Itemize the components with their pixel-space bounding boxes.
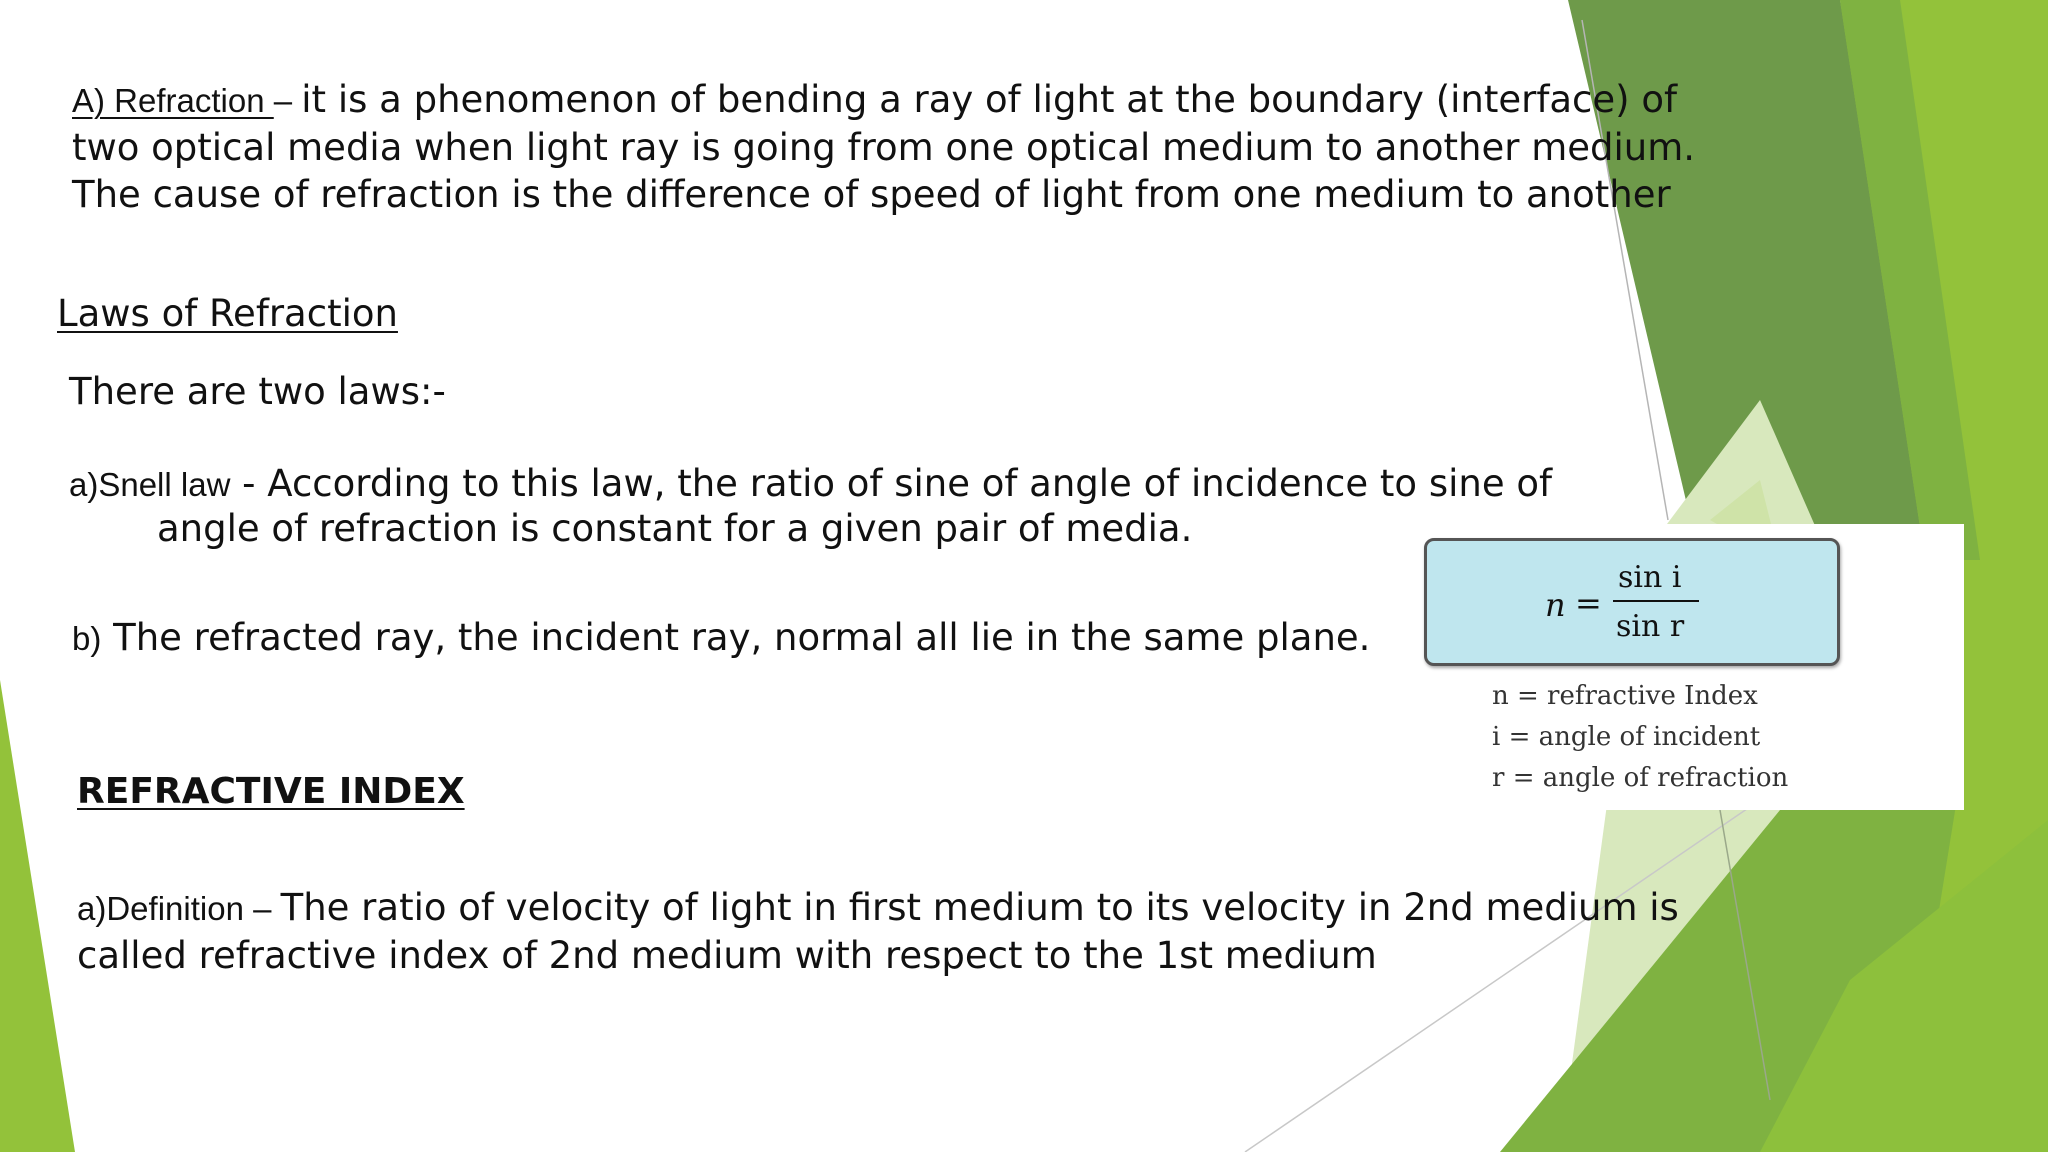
laws-heading: Laws of Refraction — [57, 292, 398, 335]
refraction-line-2: two optical media when light ray is going from one optical medium to another medium. — [72, 126, 1696, 169]
refraction-paragraph — [72, 76, 1695, 218]
formula-image — [1418, 524, 1964, 810]
formula-denominator: sin r — [1616, 609, 1685, 644]
definition-line-1 — [77, 884, 1679, 932]
definition-label: a)Definition – — [77, 890, 281, 927]
definition-text-1: The ratio of velocity of light in first medium to its velocity in 2nd medium is — [280, 886, 1679, 929]
law-b — [72, 614, 1370, 662]
refraction-dash: – — [273, 82, 302, 119]
formula-lhs: n — [1545, 586, 1566, 624]
formula-numerator: sin i — [1618, 560, 1682, 595]
legend-r: r = angle of refraction — [1492, 763, 1789, 793]
refractive-index-heading: REFRACTIVE INDEX — [77, 771, 465, 812]
definition-line-2: called refractive index of 2nd medium with respect to the 1st medium — [77, 934, 1377, 977]
bg-shape-left-sliver — [0, 680, 75, 1152]
law-b-text: The refracted ray, the incident ray, normal all lie in the same plane. — [101, 616, 1371, 659]
refraction-line-1 — [72, 76, 1695, 124]
refraction-label: A) Refraction — [72, 82, 274, 119]
formula-svg — [1427, 541, 1837, 663]
legend-n: n = refractive Index — [1492, 681, 1758, 711]
snell-law-text-1: According to this law, the ratio of sine of angle of incidence to sine of — [267, 462, 1553, 505]
definition-paragraph — [77, 884, 1679, 979]
snell-law-dash: - — [230, 462, 268, 505]
refraction-line-1-text: it is a phenomenon of bending a ray of light at the boundary (interface) of — [301, 78, 1678, 121]
law-b-label: b) — [72, 620, 102, 657]
formula-legend — [1492, 676, 1788, 799]
snell-law-line-2: angle of refraction is constant for a given pair of media. — [157, 507, 1193, 550]
snell-law-label: a)Snell law — [69, 466, 231, 503]
snell-law-line-1 — [69, 460, 1552, 508]
refraction-line-3: The cause of refraction is the difference of speed of light from one medium to another — [72, 173, 1671, 216]
legend-i: i = angle of incident — [1492, 722, 1761, 752]
formula-frame — [1424, 538, 1840, 666]
two-laws-intro: There are two laws:- — [69, 370, 446, 413]
formula-equals: = — [1575, 584, 1602, 622]
